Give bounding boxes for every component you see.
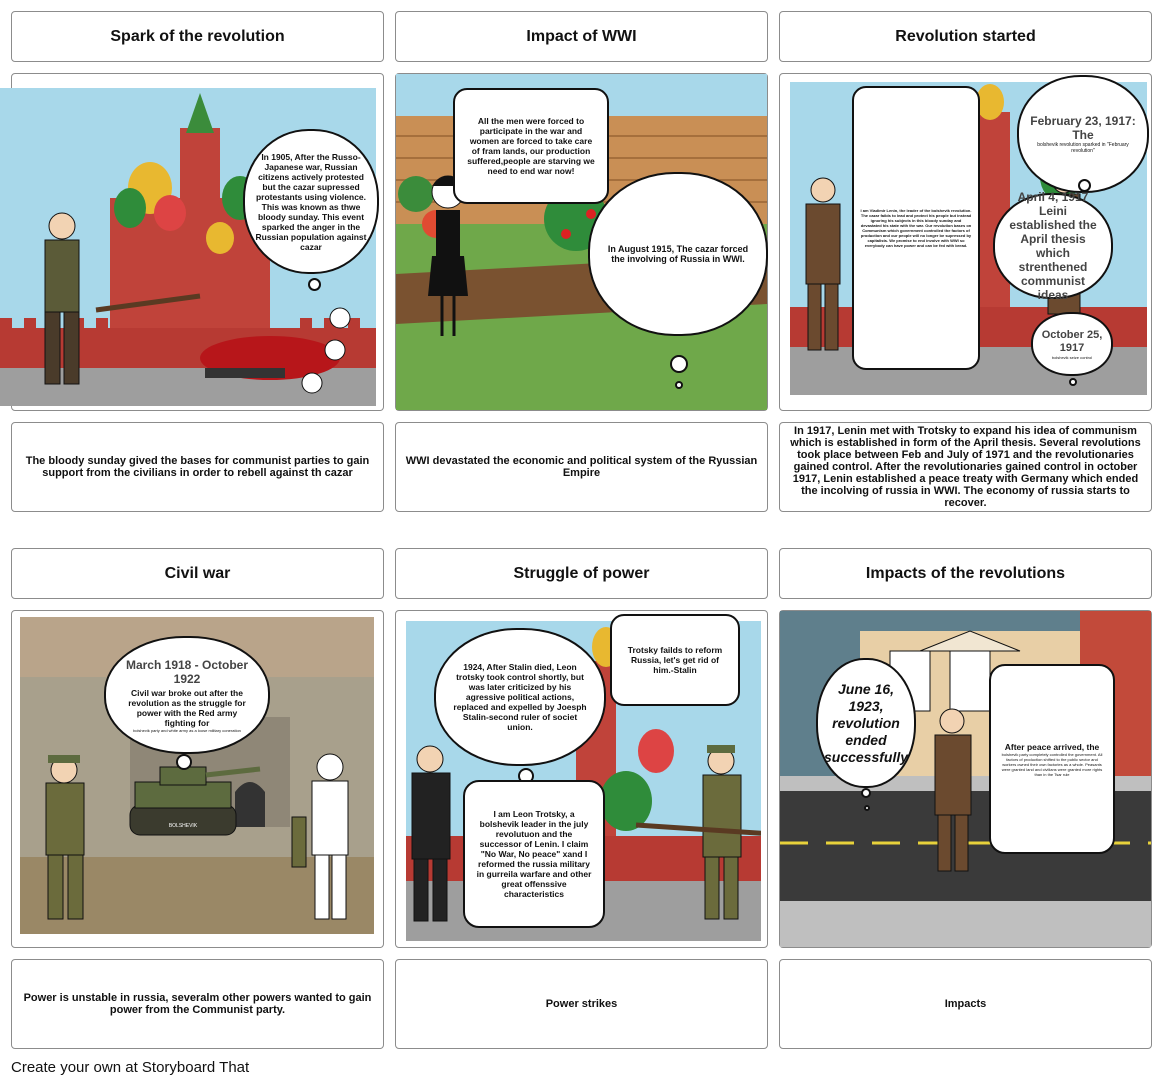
thought-dot <box>675 381 683 389</box>
panel-5-speech-bubble-stalin <box>610 614 740 706</box>
panel-3-date-bubble-april <box>993 190 1113 302</box>
thought-dot <box>864 805 870 811</box>
panel-2-speech-bubble <box>453 88 609 204</box>
panel-5-title-text: Struggle of power <box>513 564 650 582</box>
panel-6-speech-bubble <box>989 664 1115 854</box>
panel-4-title-text: Civil war <box>164 564 231 582</box>
panel-3-speech-bubble <box>852 86 980 370</box>
panel-6-thought-bubble <box>816 658 916 788</box>
panel-3-caption <box>779 422 1152 512</box>
panel-6-bubble-3-text: bolshevik party completely controlled the government. All factors of production shifted to the public sector and workers owned their own factories as a whole. Peasants were granted land and civilians were granted more rights than in the Tsar rule <box>1001 751 1103 777</box>
february-detail-text: bolshevik revolution sparked in "February revolution" <box>1037 142 1129 154</box>
panel-3-title <box>779 11 1152 62</box>
panel-5-title <box>395 548 768 599</box>
panel-3-date-bubble-october <box>1031 312 1113 376</box>
panel-4-caption <box>11 959 384 1049</box>
footer-text[interactable]: Create your own at Storyboard That <box>11 1059 250 1076</box>
panel-2-bubble-2-text: In August 1915, The cazar forced the involving of Russia in WWI. <box>607 244 749 264</box>
thought-dot <box>308 278 321 291</box>
panel-5-caption-text: Power strikes <box>545 998 618 1010</box>
february-date-text: February 23, 1917: The <box>1030 114 1136 142</box>
panel-6-title-text: Impacts of the revolutions <box>865 564 1066 582</box>
panel-5-speech-bubble-trotsky-history <box>434 628 606 766</box>
thought-dot <box>176 754 192 770</box>
panel-1-title-text: Spark of the revolution <box>110 27 285 45</box>
civil-war-date-text: March 1918 - October 1922 <box>125 657 249 686</box>
panel-1-caption <box>11 422 384 512</box>
panel-2-title <box>395 11 768 62</box>
panel-1-caption-text: The bloody sunday gived the bases for communist parties to gain support from the civilians in order to rebell against th cazar <box>25 455 370 479</box>
october-date-text: October 25, 1917 <box>1041 328 1103 354</box>
panel-6-caption-text: Impacts <box>944 998 987 1010</box>
tank-label: BOLSHEVIK <box>168 823 198 829</box>
panel-3-bubble-1-text: I am Vladimir Lenin, the leader of the bolshevik revolution. The cazar failds to lead and protect his people but instead ignoring his subjects in this bloody sunday and devastated his state with the war. Our revolution bases on Communism which government controlled the factors of production and our people will no longer be supressed by capitalists. We promise to end involve with WWI so everybody can have power and can be fed with bread. <box>860 208 972 248</box>
panel-4-title <box>11 548 384 599</box>
panel-6-caption <box>779 959 1152 1049</box>
panel-2-caption-text: WWI devastated the economic and political system of the Ryussian Empire <box>405 455 758 479</box>
april-date-text: April 4, 1917 Leini established the April thesis which strenthened communist ideas <box>1009 190 1097 302</box>
panel-2-bubble-1-text: All the men were forced to participate in the war and women are forced to take care of fram lands, our production suffered,people are starving we need to end war now! <box>467 116 595 176</box>
panel-6-title <box>779 548 1152 599</box>
panel-3-title-text: Revolution started <box>895 27 1036 45</box>
october-detail-text: bolshevik seize control <box>1051 354 1093 360</box>
civil-war-description-text: Civil war broke out after the revolution as the struggle for power with the Red army fighting for <box>128 687 246 728</box>
panel-5-caption <box>395 959 768 1049</box>
storyboard-that-footer[interactable] <box>11 1059 249 1076</box>
thought-dot <box>861 788 871 798</box>
panel-1-speech-bubble <box>243 129 379 274</box>
panel-6-bubble-2-text: After peace arrived, the <box>1004 741 1100 752</box>
thought-dot <box>1069 378 1077 386</box>
panel-3-caption-text: In 1917, Lenin met with Trotsky to expand his idea of communism which is established in form of the April thesis. Several revolutions took place between Feb and July of 1971 and the revolutionaries gained control. After the revolutionaries gained control in october 1917, Lenin established a peace treaty with Germany which ended the incolving of russia in WWI. The economy of russia starts to recover. <box>790 425 1141 509</box>
panel-2-caption <box>395 422 768 512</box>
panel-3-date-bubble-february <box>1017 75 1149 193</box>
thought-dot <box>670 355 688 373</box>
panel-5-bubble-2-text: Trotsky failds to reform Russia, let's get rid of him.-Stalin <box>627 645 723 675</box>
panel-5-bubble-3-text: I am Leon Trotsky, a bolshevik leader in the july revolutuon and the successor of Lenin. I claim "No War, No peace" xand I reformed the russia military in gurreila warfare and other great offenssive characteristics <box>476 809 592 899</box>
panel-4-speech-bubble <box>104 636 270 754</box>
panel-5-speech-bubble-trotsky <box>463 780 605 928</box>
panel-1-title <box>11 11 384 62</box>
panel-5-bubble-1-text: 1924, After Stalin died, Leon trotsky took control shortly, but was later criticized by his agressive political actions, replaced and expelled by Joesph Stalin-second ruler of societ union. <box>453 662 587 732</box>
panel-1-bubble-text: In 1905, After the Russo-Japanese war, Russian citizens actively protested but the cazar supressed protestants using violence. This was known as thwe bloody sunday. This event sparked the anger in the Russian population against cazar <box>255 151 367 252</box>
panel-6-bubble-1-text: June 16, 1923, revolution ended successfully <box>823 680 909 765</box>
civil-war-detail-text: bolshevik party and white army as a loose military coneration <box>133 727 241 733</box>
panel-2-thought-bubble <box>588 172 768 336</box>
panel-4-caption-text: Power is unstable in russia, severalm other powers wanted to gain power from the Communist party. <box>23 992 372 1016</box>
panel-2-title-text: Impact of WWI <box>526 27 637 45</box>
